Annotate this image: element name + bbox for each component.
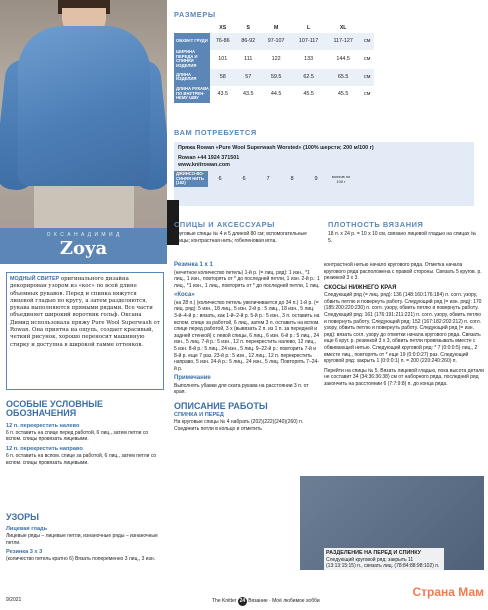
right-top-text: контрастной нитью начало кругового ряда. Отметка начала кругового ряда расположена с правой стороны. Связать 5 кругов. р. резинкой 3 х 3. [324,262,482,282]
size-col: M [274,25,279,31]
intro-text: оригинального дизайна декорирован узором из «кос» по всей длине объемных рукавов. Перед и спинка вяжутся лицевой гладью по кругу, а затем разделяются, рукава выполняются прямыми рядами. Все части объединяет широкий воротник гольф. Оксана Димид использовала пряжу Pure Wool Superwash от Rowan. Она приятна на ощупь, создает красивый, четкий рисунок, хорошо переносит машинную стирку и доступна в широкой гамме оттенков. [10,276,160,348]
size-cell: 58 [210,69,236,86]
desc-text: На круговые спицы № 4 набрать (202)(222)(240)(260) п. Соединить петли в кольцо и отметить [174,419,304,432]
size-cell: 76-86 [210,33,236,50]
yarn-unit: мотков по 100 г [331,174,351,185]
yarn-qty: 6 [218,175,222,182]
middle-column [174,262,320,432]
size-cell: 45.5 [303,90,314,97]
sweater-photo [0,0,167,228]
density-title: ПЛОТНОСТЬ ВЯЗАНИЯ [328,220,424,229]
size-cell: 133 [304,56,314,63]
size-col: XL [339,25,347,31]
size-row-label: ДЛИНА РУКАВА ПО ВНУТРЕН-НЕМУ ШВУ [174,86,210,103]
size-col: S [246,25,250,31]
yarn-contact: Rowan +44 1924 371501 [178,154,240,161]
size-cell: 107-117 [291,33,326,50]
pattern-name: Zoya [59,238,108,259]
tools-title: СПИЦЫ И АКСЕССУАРЫ [174,220,275,229]
watermark: Страна Мам [412,585,484,599]
desc-head: СПИНКА И ПЕРЕД [174,412,224,419]
yarn-title: ВАМ ПОТРЕБУЕТСЯ [174,128,257,137]
tools-text: Круговые спицы № 4 и 5 длиной 80 см; вспомогательные спицы; контрастная нить; гобеленовая игла. [174,231,307,244]
special-item-text: 6 п. оставить на спице перед работой, 6 лиц., затем петли со вспом. спицы провязать лицевыми. [6,429,149,443]
desc-title: ОПИСАНИЕ РАБОТЫ [174,401,268,411]
yarn-color-label: ДЖИНСО-ВО-СИНЯЯ НИТЬ (162) [174,171,208,187]
pattern-item-text: Лицевые ряды – лицевые петли, изнаночные ряды – изнаночные петли. [6,533,158,546]
special-symbols-section [6,400,164,466]
size-unit: см [364,56,371,63]
sweater-body [18,26,150,186]
size-col: L [307,25,311,31]
size-row-label: ДЛИНА ИЗДЕЛИЯ [174,69,210,86]
designer-name: О К С А Н А Д И М И Д [46,232,121,238]
size-cell: 86-92 [236,33,262,50]
split-title: РАЗДЕЛЕНИЕ НА ПЕРЕД И СПИНКУ [326,550,422,556]
yarn-section [174,128,474,208]
tools-section [174,220,324,244]
pattern-item-head: Лицевая гладь [6,526,48,533]
size-cell: 44.5 [270,90,282,97]
size-cell: 43.5 [243,90,254,97]
yarn-name: Пряжа Rowan «Pure Wool Superwash Worsted» (100% шерсти; 200 м/100 г) [178,145,374,151]
size-cell: 122 [271,56,281,63]
size-unit: см [360,69,374,86]
yarn-qty: 6 [242,175,246,182]
split-text: Следующий круговой ряд: закрыть 11 (13:13:15:15) п., связать лиц. (78:84:88:98:102) п. [326,556,440,570]
special-item-head: 12 п. перекрестить налево [6,422,80,429]
size-cell: 111 [244,56,253,63]
special-item-head: 12 п. перекрестить направо [6,446,83,453]
rib-head: Резинка 1 х 1 [174,262,213,268]
kosa-text: (на 28 п.) (количество петель увеличивается до 34 п.) 1-й р. (= лиц. ряд): 5 изн., 18 лиц., 5 изн. 2-й р.: 5 лиц., 18 изн., 5 лиц. 3-й–4-й р.: вязать, как 1-й–2-й р. 5-й р.: 5 изн., 3 п. оставить на вспом. спице за работой, 6 лиц., затем 3 п. оставить на вспом. спице перед работой, 3 х (вывязать 2 п. из 1 п. за передней и задней стенкой) с левой спицы, 6 лиц., 6 изн. 6-й р.: 5 лиц., 24 изн., 5 лиц. 7-й р.: 5 изн., 12 п. перекрестить налево, 12 лиц., 5 изн. 8-й р.: 5 лиц., 24 изн., 5 лиц. 9–22-й р.: повторить 7-й и 8-й р. еще 7 раз. 23-й р.: 5 изн., 12 лиц., 12 п. перекрестить направо, 5 изн. 24-й р.: 5 лиц., 24 изн., 5 лиц. Повторять 7–24-й р. [174,299,320,372]
size-row-label: ШИРИНА ПЕРЕДА И СПИНКИ ИЗДЕЛИЯ [174,50,210,68]
intro-box [6,272,164,390]
special-item-text: 6 п. оставить на вспом. спице за работой, 6 лиц., затем петли со вспом. спицы провязать лицевыми. [6,453,157,466]
size-cell: 101 [218,56,228,63]
size-cell: 45.5 [337,90,349,97]
sizes-table [174,23,374,102]
size-cell: 62.5 [291,69,326,86]
special-item [6,446,164,466]
kosa-head: «Коса» [174,292,195,299]
yarn-table [174,171,354,187]
page-number: 24 [239,598,246,604]
size-cell: 144.5 [336,56,350,63]
size-cell: 65.5 [326,69,361,86]
size-cell: 43.5 [217,90,228,97]
patterns-title: УЗОРЫ [6,512,39,522]
page-footer [6,597,484,607]
split-block [324,548,444,572]
size-cell: 117-127 [326,33,361,50]
pattern-item-head: Резинка 3 х 3 [6,549,43,556]
size-row-label: ОБХВАТ ГРУДИ [174,33,210,50]
size-cell: 57 [236,69,262,86]
yarn-qty: 8 [290,175,294,182]
size-unit: см [360,33,374,50]
note-head: Примечание [174,375,211,382]
footer-slogan: Вязание · Моё любимое хобби [248,598,320,604]
size-unit: см [364,90,371,97]
pattern-name-band [0,228,167,264]
yarn-site: www.knitrowan.com [178,161,230,168]
yarn-qty: 9 [314,175,318,182]
footer-magazine: The Knitter [212,598,237,604]
pattern-item-text: (количество петель кратно 6) Вязать попеременно 3 лиц., 3 изн. [6,556,156,563]
size-cell: 59.5 [261,69,291,86]
next-text: Перейти на спицы № 5. Вязать лицевой гладью, пока высота детали не составит 34 (34:36:36:38) см от наборного ряда, последний ряд закончить на расстоянии 6 (7:7:9:8) п. до конца ряда. [324,367,484,387]
patterns-section [6,512,164,563]
sizes-title: РАЗМЕРЫ [174,10,216,19]
yarn-qty: 7 [266,175,270,182]
size-cell: 97-107 [261,33,291,50]
special-title: ОСОБЫЕ УСЛОВНЫЕ ОБОЗНАЧЕНИЯ [6,399,104,419]
size-col: XS [219,25,227,31]
footer-date: 9/2021 [6,597,22,603]
yarn-box [174,142,474,206]
sizes-section [174,10,474,128]
density-section [328,220,478,244]
intro-lead: МОДНЫЙ СВИТЕР [10,276,60,282]
footer-magazine-block [212,597,320,606]
model-pants [34,186,134,228]
hem-text: Следующий ряд (= лиц. ряд): 136 (148:160:176:184) п. согл. узору, обвить петлю и повернуть работу. Следующий ряд (= изн. ряд): 170 (185:200:220:230) п. согл. узору, обвить петлю и повернуть работу. Следующий ряд: 161 (176:191:211:221) п. согл. узору, обвить петлю и повернуть работу. Следующий ряд: 152 (167:182:202:212) п. согл. узору, обвить петлю и повернуть работу. Следующий ряд (= изн. ряд): вязать согл. узору до отметки начала кругового ряда. Связать еще 6 круг. р. резинкой 3 х 3, обвить петли провязывать вместе с обвивающей нитью. Следующий круговой ряд: * 7 (0:0:0:5) лиц., 2 вместе лиц., повторять от * еще 19 (0:0:0:27) раз. Следующий круговой ряд: закрыть 1 (0:0:0:1) п. = 200 (220:240:260) п. [324,292,482,365]
note-text: Выполнять убавки для ската рукава на расстоянии 3 п. от края. [174,382,309,396]
hem-title: СКОСЫ НИЖНЕГО КРАЯ [324,284,397,291]
density-text: 18 п. х 24 р. = 10 х 10 см, связано лицевой гладью на спицах № 5. [328,231,477,244]
special-item [6,423,164,443]
rib-text: (нечетное количество петель) 1-й р. (= лиц. ряд): 1 изн., *1 лиц., 1 изн., повторять от * до последней петли, 1 изн. 2-й р.: 1 лиц., *1 изн., 1 лиц., повторять от * до последней петли, 1 лиц. [174,269,320,289]
right-column [324,262,484,388]
